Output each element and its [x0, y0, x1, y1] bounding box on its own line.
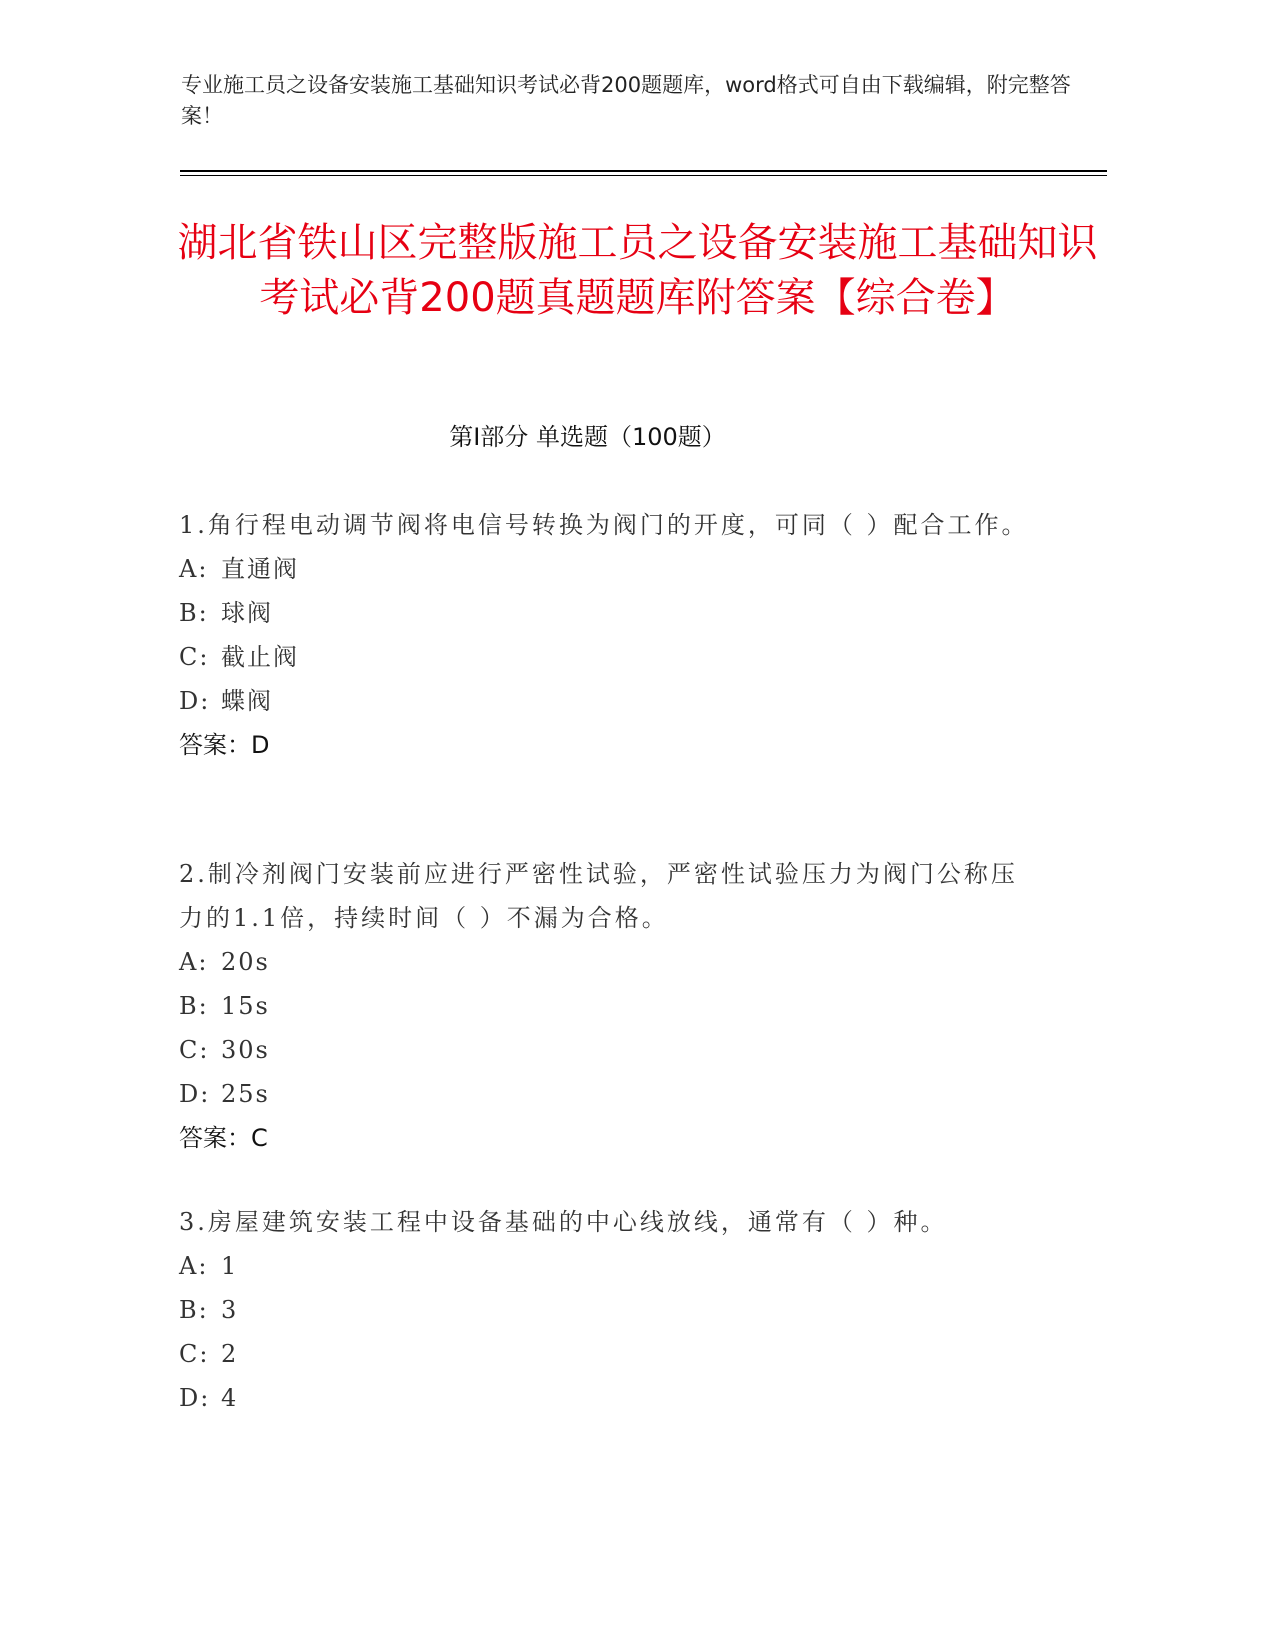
option-d: [179, 679, 1039, 723]
option-letter: B:: [179, 1296, 209, 1324]
option-letter: A:: [179, 948, 209, 976]
option-c: [179, 1028, 1039, 1072]
question-1: [179, 503, 1039, 767]
answer: 答案：D: [179, 731, 270, 759]
option-text: 3: [221, 1296, 239, 1324]
option-text: 20s: [221, 948, 270, 976]
option-letter: A:: [179, 555, 209, 583]
option-letter: C:: [179, 643, 210, 671]
option-c: [179, 635, 1039, 679]
option-b: [179, 1288, 1039, 1332]
option-letter: D:: [179, 1080, 211, 1108]
question-stem: 1.角行程电动调节阀将电信号转换为阀门的开度，可同（ ）配合工作。: [179, 511, 1029, 539]
option-letter: B:: [179, 599, 209, 627]
question-2: [179, 852, 1039, 1160]
header-note: 专业施工员之设备安装施工基础知识考试必背200题题库，word格式可自由下载编辑，附完整答案！: [181, 73, 1071, 128]
option-letter: D:: [179, 687, 211, 715]
option-letter: C:: [179, 1036, 210, 1064]
option-letter: C:: [179, 1340, 210, 1368]
option-b: [179, 591, 1039, 635]
option-a: [179, 940, 1039, 984]
option-text: 1: [221, 1252, 239, 1280]
answer: 答案：C: [179, 1124, 268, 1152]
option-a: [179, 1244, 1039, 1288]
question-stem: 3.房屋建筑安装工程中设备基础的中心线放线，通常有（ ）种。: [179, 1208, 948, 1236]
option-text: 15s: [221, 992, 270, 1020]
option-text: 蝶阀: [221, 687, 273, 715]
header-divider-thin: [180, 175, 1107, 176]
option-b: [179, 984, 1039, 1028]
option-letter: D:: [179, 1384, 211, 1412]
option-text: 25s: [221, 1080, 270, 1108]
header-divider-thick: [180, 170, 1107, 172]
question-stem: 2.制冷剂阀门安装前应进行严密性试验，严密性试验压力为阀门公称压力的1.1倍，持续时间（ ）不漏为合格。: [179, 860, 1018, 932]
option-d: [179, 1072, 1039, 1116]
option-text: 4: [221, 1384, 239, 1412]
option-text: 截止阀: [221, 643, 299, 671]
option-d: [179, 1376, 1039, 1420]
option-text: 2: [221, 1340, 239, 1368]
option-letter: A:: [179, 1252, 209, 1280]
option-text: 30s: [221, 1036, 270, 1064]
option-text: 直通阀: [221, 555, 299, 583]
option-text: 球阀: [221, 599, 273, 627]
option-letter: B:: [179, 992, 209, 1020]
option-a: [179, 547, 1039, 591]
document-title: 湖北省铁山区完整版施工员之设备安装施工基础知识考试必背200题真题题库附答案【综合卷】: [177, 220, 1098, 321]
option-c: [179, 1332, 1039, 1376]
question-3: [179, 1200, 1039, 1420]
section-title: 第I部分 单选题（100题）: [449, 423, 726, 451]
